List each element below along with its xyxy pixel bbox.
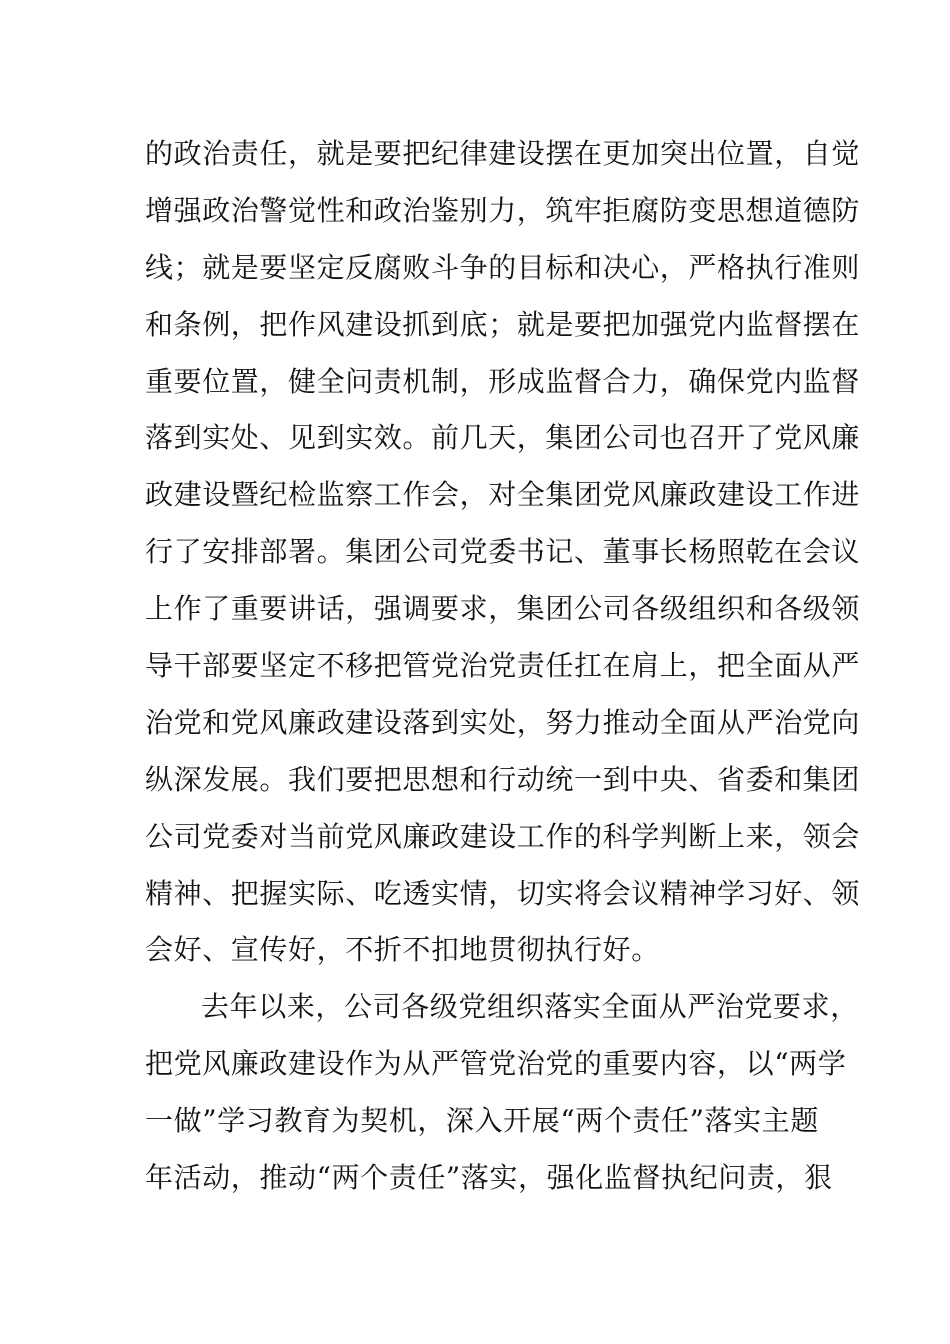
text-line-paragraph-end: 会好、宣传好，不折不扣地贯彻执行好。 [145,933,660,967]
text-line: 纵深发展。我们要把思想和行动统一到中央、省委和集团 [145,762,861,796]
text-line: 行了安排部署。集团公司党委书记、董事长杨照乾在会议 [145,535,861,569]
text-line: 重要位置，健全问责机制，形成监督合力，确保党内监督 [145,364,861,398]
text-line: 落到实处、见到实效。前几天，集团公司也召开了党风廉 [145,421,861,455]
text-line: 精神、把握实际、吃透实情，切实将会议精神学习好、领 [145,876,861,910]
text-line: 年活动，推动“两个责任”落实，强化监督执纪问责，狠 [145,1161,833,1195]
text-line: 治党和党风廉政建设落到实处，努力推动全面从严治党向 [145,705,861,739]
text-line: 导干部要坚定不移把管党治党责任扛在肩上，把全面从严 [145,649,861,683]
text-line: 的政治责任，就是要把纪律建设摆在更加突出位置，自觉 [145,137,861,170]
text-line: 一做”学习教育为契机，深入开展“两个责任”落实主题 [145,1104,819,1138]
text-line: 和条例，把作风建设抓到底；就是要把加强党内监督摆在 [145,307,861,341]
text-line-paragraph-start: 去年以来，公司各级党组织落实全面从严治党要求， [201,990,859,1024]
body-text [145,126,861,1207]
text-line: 增强政治警觉性和政治鉴别力，筑牢拒腐防变思想道德防 [145,193,861,227]
text-line: 公司党委对当前党风廉政建设工作的科学判断上来，领会 [145,819,861,853]
text-line: 上作了重要讲话，强调要求，集团公司各级组织和各级领 [145,592,861,626]
text-line: 政建设暨纪检监察工作会，对全集团党风廉政建设工作进 [145,478,861,512]
text-line: 线；就是要坚定反腐败斗争的目标和决心，严格执行准则 [145,250,861,284]
text-line: 把党风廉政建设作为从严管党治党的重要内容，以“两学 [145,1047,847,1081]
